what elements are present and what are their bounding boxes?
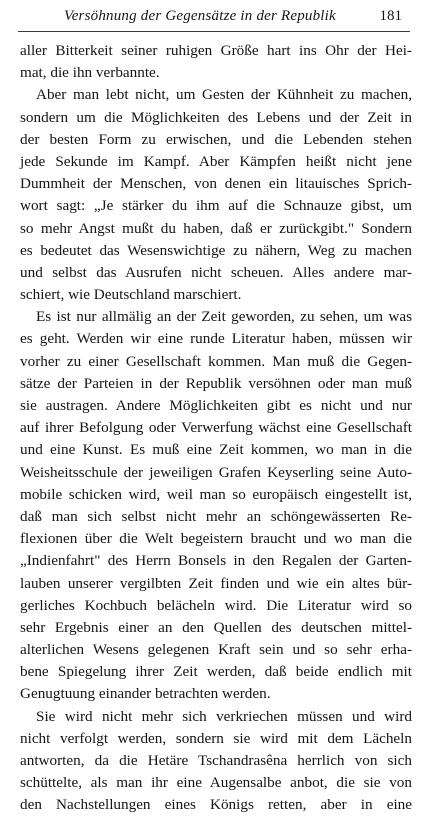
text-line: es bedeutet das Wesenswichtige zu nähern, Weg zu machen <box>20 241 412 259</box>
text-line: auf ihrer Befolgung oder Verwerfung wächst eine Gesellschaft <box>20 419 412 437</box>
text-line: Genugtuung einander betrachten werden. <box>20 685 271 703</box>
text-line: Weisheitsschule der jeweiligen Grafen Keyserling seine Auto- <box>20 463 412 481</box>
text-line: schüttelte, als man ihr eine Augensalbe anbot, die sie von <box>20 774 412 792</box>
text-line: Es ist nur allmälig an der Zeit geworden, zu sehen, um was <box>36 308 412 326</box>
text-line: so mehr Angst mußt du haben, daß er zurückgibt." Sondern <box>20 219 412 237</box>
text-line: Aber man lebt nicht, um Gesten der Kühnheit zu machen, <box>36 86 412 104</box>
text-line: flexionen über die Welt begeistern braucht und wo man die <box>20 530 412 548</box>
text-line: aller Bitterkeit seiner ruhigen Größe hart ins Ohr der Hei- <box>20 42 412 59</box>
text-line: mobile schicken wird, weil man so europäisch eingestellt ist, <box>20 485 412 503</box>
text-line: den Nachstellungen eines Königs retten, aber in eine <box>20 796 412 814</box>
text-line: es geht. Werden wir eine runde Literatur haben, müssen wir <box>20 330 412 348</box>
text-line: sondern um die Möglichkeiten des Lebens und der Zeit in <box>20 108 412 126</box>
text-line: sie austragen. Andere Möglichkeiten gibt es nicht und nur <box>20 397 412 414</box>
text-line: und selbst das Ausrufen nicht scheuen. Alles andere mar- <box>20 263 412 281</box>
text-line: gerliches Kochbuch belächeln wird. Die Literatur wird so <box>20 596 412 614</box>
text-line: daß man sich selbst nicht mehr an schöngewässerten Re- <box>20 507 412 525</box>
running-title: Versöhnung der Gegensätze in der Republik <box>64 8 336 24</box>
header-rule <box>18 31 410 32</box>
text-line: mat, die ihn verbannte. <box>20 64 160 82</box>
body-text <box>20 40 412 817</box>
text-line: alterlichen Wesens gelegenen Kraft sein und so sehr erha- <box>20 641 412 659</box>
text-line: antworten, da die Hetäre Tschandrasêna herrlich von sich <box>20 752 412 769</box>
text-line: vorher zu einer Gesellschaft kommen. Man muß die Gegen- <box>20 352 412 370</box>
text-line: jede Sekunde im Kampf. Aber Kämpfen heißt nicht jene <box>20 152 412 170</box>
text-line: wort sagt: „Je stärker du ihm auf die Schnauze gibst, um <box>20 197 412 215</box>
text-line: lauben unserer vergilbten Zeit finden und wie ein altes bür- <box>20 574 412 592</box>
text-line: der besten Form zu erwischen, und die Lebenden stehen <box>20 130 412 148</box>
text-line: bene Spiegelung ihrer Zeit werden, daß beide endlich mit <box>20 663 412 681</box>
running-head <box>18 6 410 32</box>
page-number: 181 <box>379 8 402 24</box>
text-line: Dummheit der Menschen, von denen ein litauisches Sprich- <box>20 175 412 193</box>
text-line: und eine Kunst. Es muß eine Zeit kommen, wo man in die <box>20 441 412 459</box>
text-line: „Indienfahrt" des Herrn Bonsels in den Regalen der Garten- <box>20 552 412 570</box>
text-line: nicht verfolgt werden, sondern sie wird mit dem Lächeln <box>20 729 412 747</box>
text-line: sehr Ergebnis einer an den Quellen des deutschen mittel- <box>20 618 412 636</box>
text-line: Sie wird nicht mehr sich verkriechen müssen und wird <box>36 707 412 725</box>
text-line: sätze der Parteien in der Republik versöhnen oder man muß <box>20 374 412 392</box>
text-line: schiert, wie Deutschland marschiert. <box>20 286 242 304</box>
